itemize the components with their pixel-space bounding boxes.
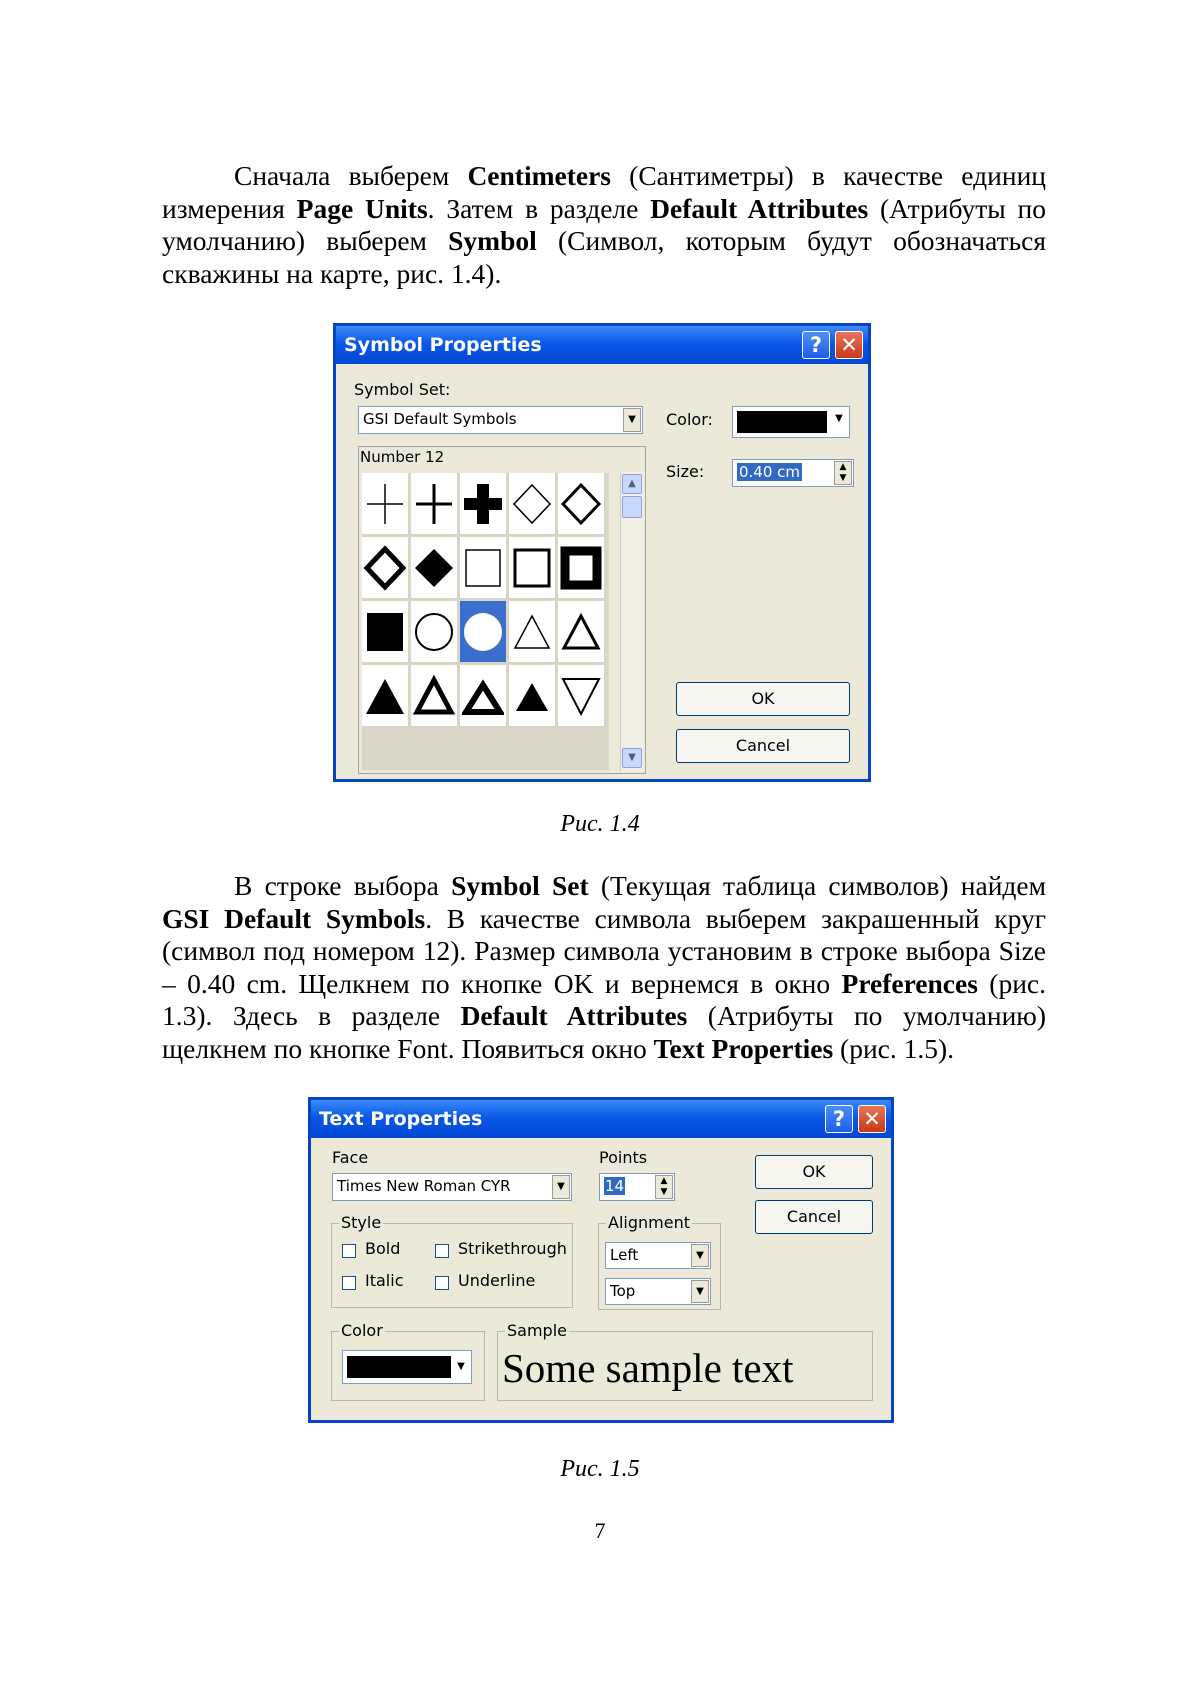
page-number: 7 bbox=[594, 1518, 606, 1543]
scroll-up-icon[interactable]: ▲ bbox=[622, 474, 642, 494]
triangle-filled-icon bbox=[364, 669, 406, 723]
ok-button[interactable]: OK bbox=[676, 682, 850, 716]
color-group-title: Color bbox=[341, 1321, 383, 1340]
diamond-outline-thin-icon bbox=[511, 477, 553, 531]
alignment-group bbox=[598, 1213, 721, 1310]
symbol-cell-diamond-outline-thin[interactable] bbox=[509, 473, 555, 534]
symbol-set-select[interactable] bbox=[358, 406, 643, 434]
size-label: Size: bbox=[666, 462, 705, 481]
sample-text: Some sample text bbox=[502, 1345, 794, 1391]
symbol-cell-triangle-filled[interactable] bbox=[362, 665, 408, 726]
triangle-outline-medium-icon bbox=[560, 605, 602, 659]
italic-label: Italic bbox=[365, 1271, 404, 1290]
face-label: Face bbox=[332, 1148, 369, 1167]
style-group-title: Style bbox=[341, 1213, 382, 1232]
square-outline-medium-icon bbox=[511, 541, 553, 595]
chevron-down-icon[interactable]: ▼ bbox=[452, 1352, 470, 1382]
vertical-alignment-select[interactable] bbox=[605, 1278, 711, 1305]
symbol-set-value: GSI Default Symbols bbox=[363, 410, 517, 428]
ok-button[interactable]: OK bbox=[755, 1155, 873, 1189]
triangle-outline-thin-icon bbox=[511, 605, 553, 659]
paragraph-1-text: Сначала выберем Centimeters (Сантиметры) в качестве единиц измерения Page Units. Затем в разделе Default Attributes (Атрибуты по умолчанию) выберем Symbol (Символ, которым будут обозначаться скважины на карте, рис. 1.4). bbox=[162, 160, 1046, 289]
symbol-cell-triangle-filled-small[interactable] bbox=[509, 665, 555, 726]
bold-label: Bold bbox=[365, 1239, 401, 1258]
circle-outline-icon bbox=[413, 605, 455, 659]
color-label: Color: bbox=[666, 410, 713, 429]
symbol-cell-triangle-outline-bold[interactable] bbox=[411, 665, 457, 726]
scroll-thumb[interactable] bbox=[622, 496, 642, 518]
diamond-outline-bold-icon bbox=[364, 541, 406, 595]
symbol-cell-plus-medium[interactable] bbox=[411, 473, 457, 534]
color-swatch bbox=[737, 411, 827, 433]
figure-caption-2: Рис. 1.5 bbox=[560, 1456, 640, 1482]
circle-filled-icon bbox=[462, 605, 504, 659]
dialog-title: Text Properties bbox=[319, 1108, 483, 1130]
dialog-titlebar bbox=[311, 1100, 891, 1138]
color-group bbox=[331, 1321, 485, 1401]
color-swatch bbox=[347, 1356, 451, 1378]
diamond-outline-medium-icon bbox=[560, 477, 602, 531]
symbol-cell-triangle-outline-heavy[interactable] bbox=[460, 665, 506, 726]
symbol-cell-plus-thin[interactable] bbox=[362, 473, 408, 534]
chevron-down-icon[interactable]: ▼ bbox=[830, 408, 848, 436]
text-properties-dialog bbox=[308, 1097, 894, 1423]
square-filled-icon bbox=[364, 605, 406, 659]
alignment-group-title: Alignment bbox=[608, 1213, 690, 1232]
paragraph-2 bbox=[162, 870, 1046, 1065]
cancel-button[interactable]: Cancel bbox=[755, 1200, 873, 1234]
symbol-cell-triangle-outline-thin[interactable] bbox=[509, 601, 555, 662]
symbol-cell-square-filled[interactable] bbox=[362, 601, 408, 662]
size-value: 0.40 cm bbox=[739, 463, 801, 481]
plus-thin-icon bbox=[364, 477, 406, 531]
symbol-cell-square-outline-medium[interactable] bbox=[509, 537, 555, 598]
size-spinner[interactable]: ▲ ▼ bbox=[834, 461, 852, 485]
cancel-button[interactable]: Cancel bbox=[676, 729, 850, 763]
symbol-cell-diamond-filled[interactable] bbox=[411, 537, 457, 598]
face-select[interactable] bbox=[332, 1173, 572, 1201]
symbol-cell-diamond-outline-medium[interactable] bbox=[558, 473, 604, 534]
triangle-outline-heavy-icon bbox=[462, 669, 504, 723]
strikethrough-label: Strikethrough bbox=[458, 1239, 567, 1258]
face-value: Times New Roman CYR bbox=[337, 1177, 511, 1195]
square-outline-thin-icon bbox=[462, 541, 504, 595]
help-button[interactable]: ? bbox=[802, 331, 830, 359]
points-value: 14 bbox=[605, 1177, 625, 1195]
chevron-down-icon[interactable]: ▼ bbox=[691, 1244, 709, 1267]
horizontal-alignment-select[interactable] bbox=[605, 1242, 711, 1269]
scroll-down-icon[interactable]: ▼ bbox=[622, 748, 642, 768]
symbol-cell-circle-filled[interactable] bbox=[460, 601, 506, 662]
points-spinner[interactable]: ▲ ▼ bbox=[655, 1175, 673, 1199]
points-label: Points bbox=[599, 1148, 648, 1167]
vertical-alignment-value: Top bbox=[610, 1282, 636, 1300]
points-field[interactable] bbox=[599, 1173, 675, 1201]
dialog-titlebar bbox=[336, 326, 868, 364]
triangle-down-outline-icon bbox=[560, 669, 602, 723]
chevron-down-icon[interactable]: ▼ bbox=[552, 1175, 570, 1199]
size-field[interactable] bbox=[732, 459, 854, 487]
symbol-properties-dialog bbox=[333, 323, 871, 782]
triangle-outline-bold-icon bbox=[413, 669, 455, 723]
bold-checkbox[interactable] bbox=[342, 1244, 356, 1258]
chevron-down-icon[interactable]: ▼ bbox=[691, 1280, 709, 1303]
symbol-set-label: Symbol Set: bbox=[354, 380, 451, 399]
symbol-grid[interactable] bbox=[362, 473, 609, 770]
triangle-filled-small-icon bbox=[511, 669, 553, 723]
symbol-scrollbar[interactable] bbox=[620, 472, 644, 772]
text-color-select[interactable] bbox=[342, 1350, 472, 1384]
chevron-down-icon[interactable]: ▼ bbox=[623, 408, 641, 432]
close-button[interactable]: ✕ bbox=[835, 331, 863, 359]
color-select[interactable] bbox=[732, 406, 850, 438]
plus-medium-icon bbox=[413, 477, 455, 531]
style-group bbox=[331, 1213, 573, 1308]
italic-checkbox[interactable] bbox=[342, 1276, 356, 1290]
underline-checkbox[interactable] bbox=[435, 1276, 449, 1290]
symbol-cell-diamond-outline-bold[interactable] bbox=[362, 537, 408, 598]
symbol-cell-plus-bold[interactable] bbox=[460, 473, 506, 534]
symbol-cell-triangle-down-outline[interactable] bbox=[558, 665, 604, 726]
square-outline-bold-icon bbox=[560, 541, 602, 595]
symbol-cell-square-outline-thin[interactable] bbox=[460, 537, 506, 598]
paragraph-1 bbox=[162, 160, 1046, 290]
dialog-title: Symbol Properties bbox=[344, 334, 542, 356]
figure-caption-1: Рис. 1.4 bbox=[560, 811, 640, 837]
underline-label: Underline bbox=[458, 1271, 536, 1290]
sample-group-title: Sample bbox=[507, 1321, 567, 1340]
plus-bold-icon bbox=[462, 477, 504, 531]
paragraph-2-text: В строке выбора Symbol Set (Текущая таблица символов) найдем GSI Default Symbols. В качестве символа выберем закрашенный круг (символ под номером 12). Размер символа установим в строке выбора Size – 0.40 cm. Щелкнем по кнопке OK и вернемся в окно Preferences (рис. 1.3). Здесь в разделе Default Attributes (Атрибуты по умолчанию) щелкнем по кнопке Font. Появиться окно Text Properties (рис. 1.5). bbox=[162, 870, 1047, 1064]
current-symbol-label: Number 12 bbox=[360, 448, 445, 466]
symbol-cell-circle-outline[interactable] bbox=[411, 601, 457, 662]
diamond-filled-icon bbox=[413, 541, 455, 595]
symbol-cell-triangle-outline-medium[interactable] bbox=[558, 601, 604, 662]
help-button[interactable]: ? bbox=[825, 1105, 853, 1133]
strikethrough-checkbox[interactable] bbox=[435, 1244, 449, 1258]
symbol-cell-square-outline-bold[interactable] bbox=[558, 537, 604, 598]
sample-group bbox=[497, 1321, 873, 1401]
horizontal-alignment-value: Left bbox=[610, 1246, 639, 1264]
close-button[interactable]: ✕ bbox=[858, 1105, 886, 1133]
